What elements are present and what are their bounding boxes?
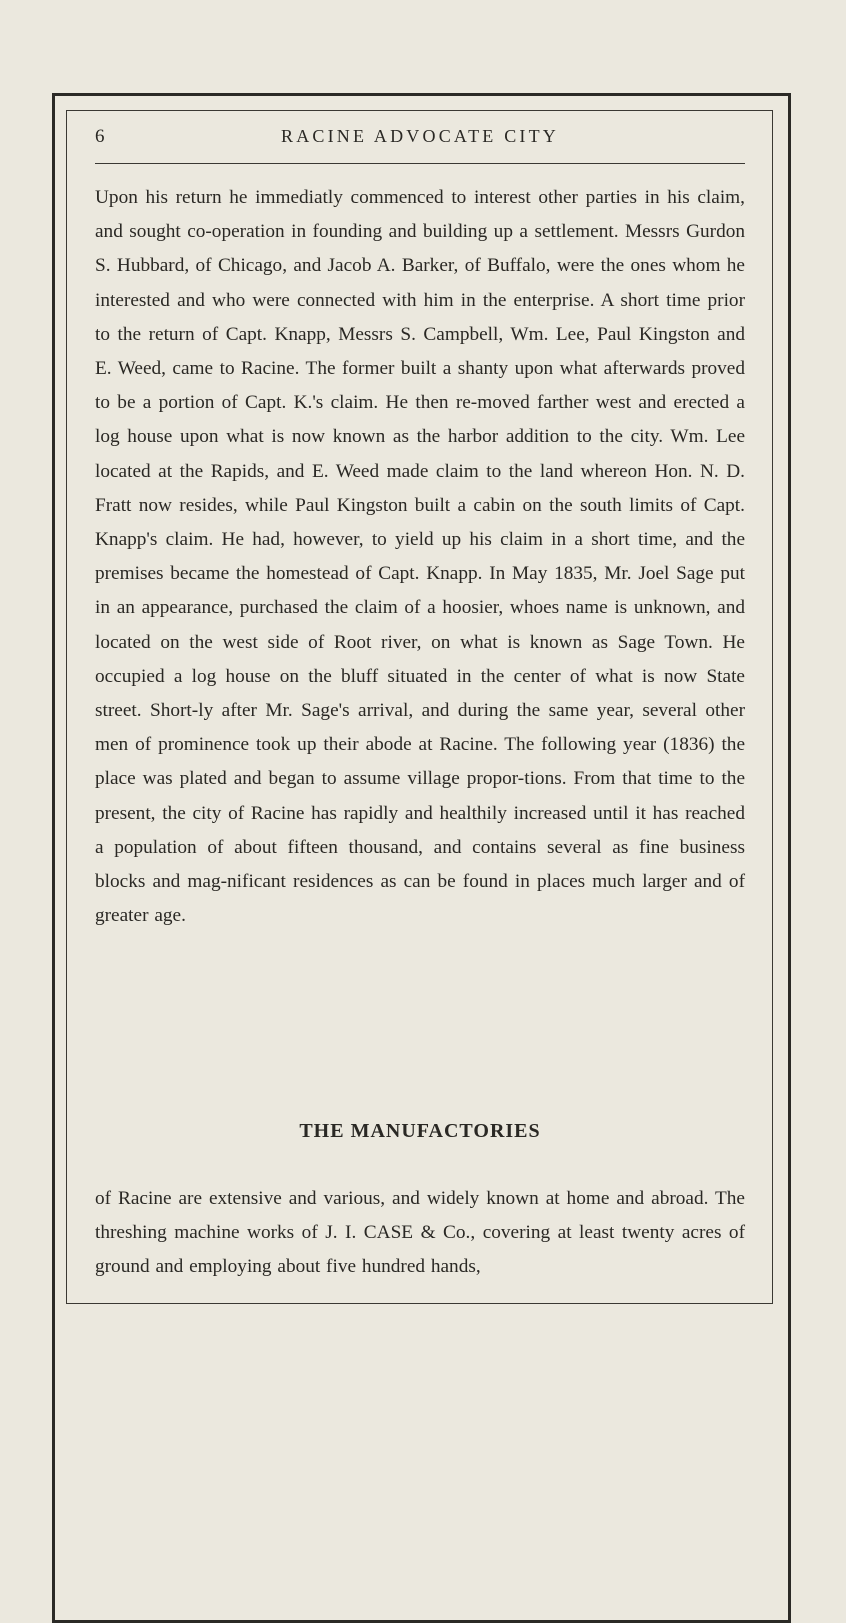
running-title: RACINE ADVOCATE CITY xyxy=(281,126,559,146)
header-rule xyxy=(95,163,745,164)
body-paragraph: Upon his return he immediatly commenced to interest other parties in his claim, and sought co-operation in founding and building up a settlement. Messrs Gurdon S. Hubbard, of Chicago, and Jacob A. Barker, of Buffalo, were the ones whom he interested and who were connected with him in the enterprise. A short time prior to the return of Capt. Knapp, Messrs S. Campbell, Wm. Lee, Paul Kingston and E. Weed, came to Racine. The former built a shanty upon what afterwards proved to be a portion of Capt. K.'s claim. He then re-moved farther west and erected a log house upon what is now known as the harbor addition to the city. Wm. Lee located at the Rapids, and E. Weed made claim to the land whereon Hon. N. D. Fratt now resides, while Paul Kingston built a cabin on the south limits of Capt. Knapp's claim. He had, however, to yield up his claim in a short time, and the premises became the homestead of Capt. Knapp. In May 1835, Mr. Joel Sage put in an appearance, purchased the claim of a hoosier, whoes name is unknown, and located on the west side of Root river, on what is known as Sage Town. He occupied a log house on the bluff situated in the center of what is now State street. Short-ly after Mr. Sage's arrival, and during the same year, several other men of prominence took up their abode at Racine. The following year (1836) the place was plated and began to assume village propor-tions. From that time to the present, the city of Racine has rapidly and healthily increased until it has reached a population of about fifteen thousand, and contains several as fine business blocks and mag-nificant residences as can be found in places much larger and of greater age. xyxy=(95,187,745,927)
page-header xyxy=(95,126,745,154)
section-paragraph: of Racine are extensive and various, and widely known at home and abroad. The threshing machine works of J. I. CASE & Co., covering at least twenty acres of ground and employing about five hundred hands, xyxy=(95,1188,745,1278)
page-number: 6 xyxy=(95,126,105,147)
section-heading: THE MANUFACTORIES xyxy=(299,1120,541,1142)
